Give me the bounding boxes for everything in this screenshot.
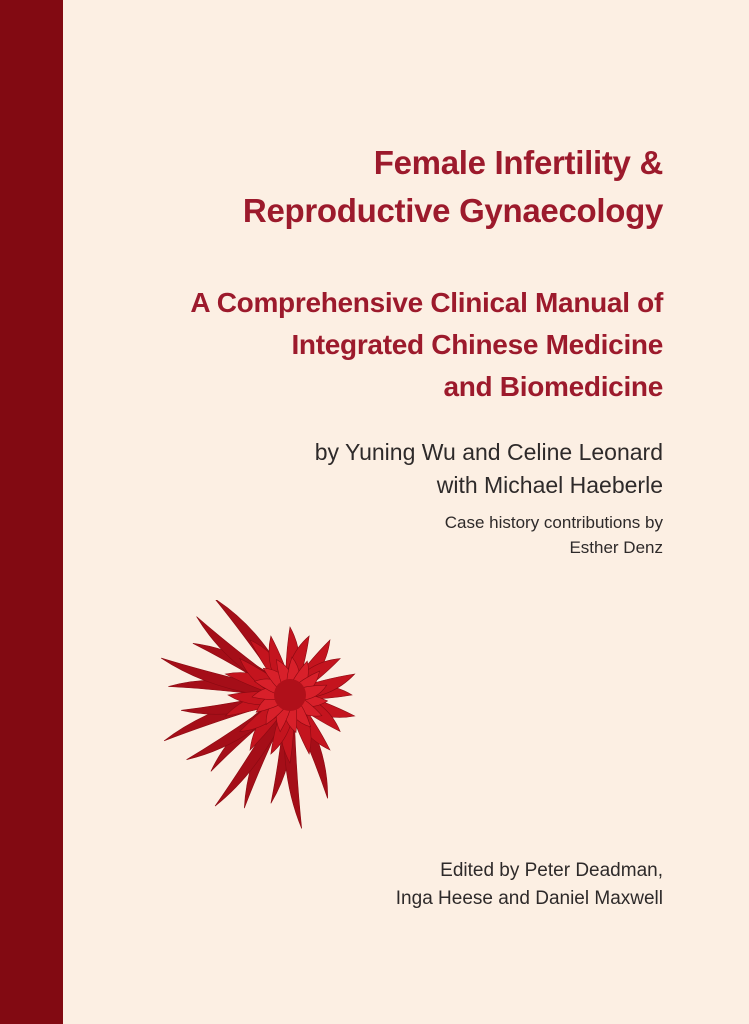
authors-line-2: with Michael Haeberle — [436, 472, 663, 498]
authors — [63, 436, 663, 502]
editors — [63, 857, 663, 913]
editors-line-1: Edited by Peter Deadman, — [440, 860, 663, 881]
subtitle-line-3: and Biomedicine — [443, 371, 663, 402]
contributions-line-2: Esther Denz — [569, 538, 663, 557]
editors-line-2: Inga Heese and Daniel Maxwell — [395, 888, 663, 909]
chrysanthemum-flower-icon — [150, 600, 380, 845]
book-subtitle — [63, 282, 663, 408]
contributions-line-1: Case history contributions by — [444, 513, 663, 532]
authors-line-1: by Yuning Wu and Celine Leonard — [314, 439, 663, 465]
subtitle-line-1: A Comprehensive Clinical Manual of — [190, 287, 663, 318]
subtitle-line-2: Integrated Chinese Medicine — [291, 329, 663, 360]
book-spine — [0, 0, 63, 1024]
case-history-contributions — [63, 510, 663, 560]
title-line-1: Female Infertility & — [373, 144, 663, 181]
book-title — [63, 139, 663, 235]
title-line-2: Reproductive Gynaecology — [242, 192, 663, 229]
